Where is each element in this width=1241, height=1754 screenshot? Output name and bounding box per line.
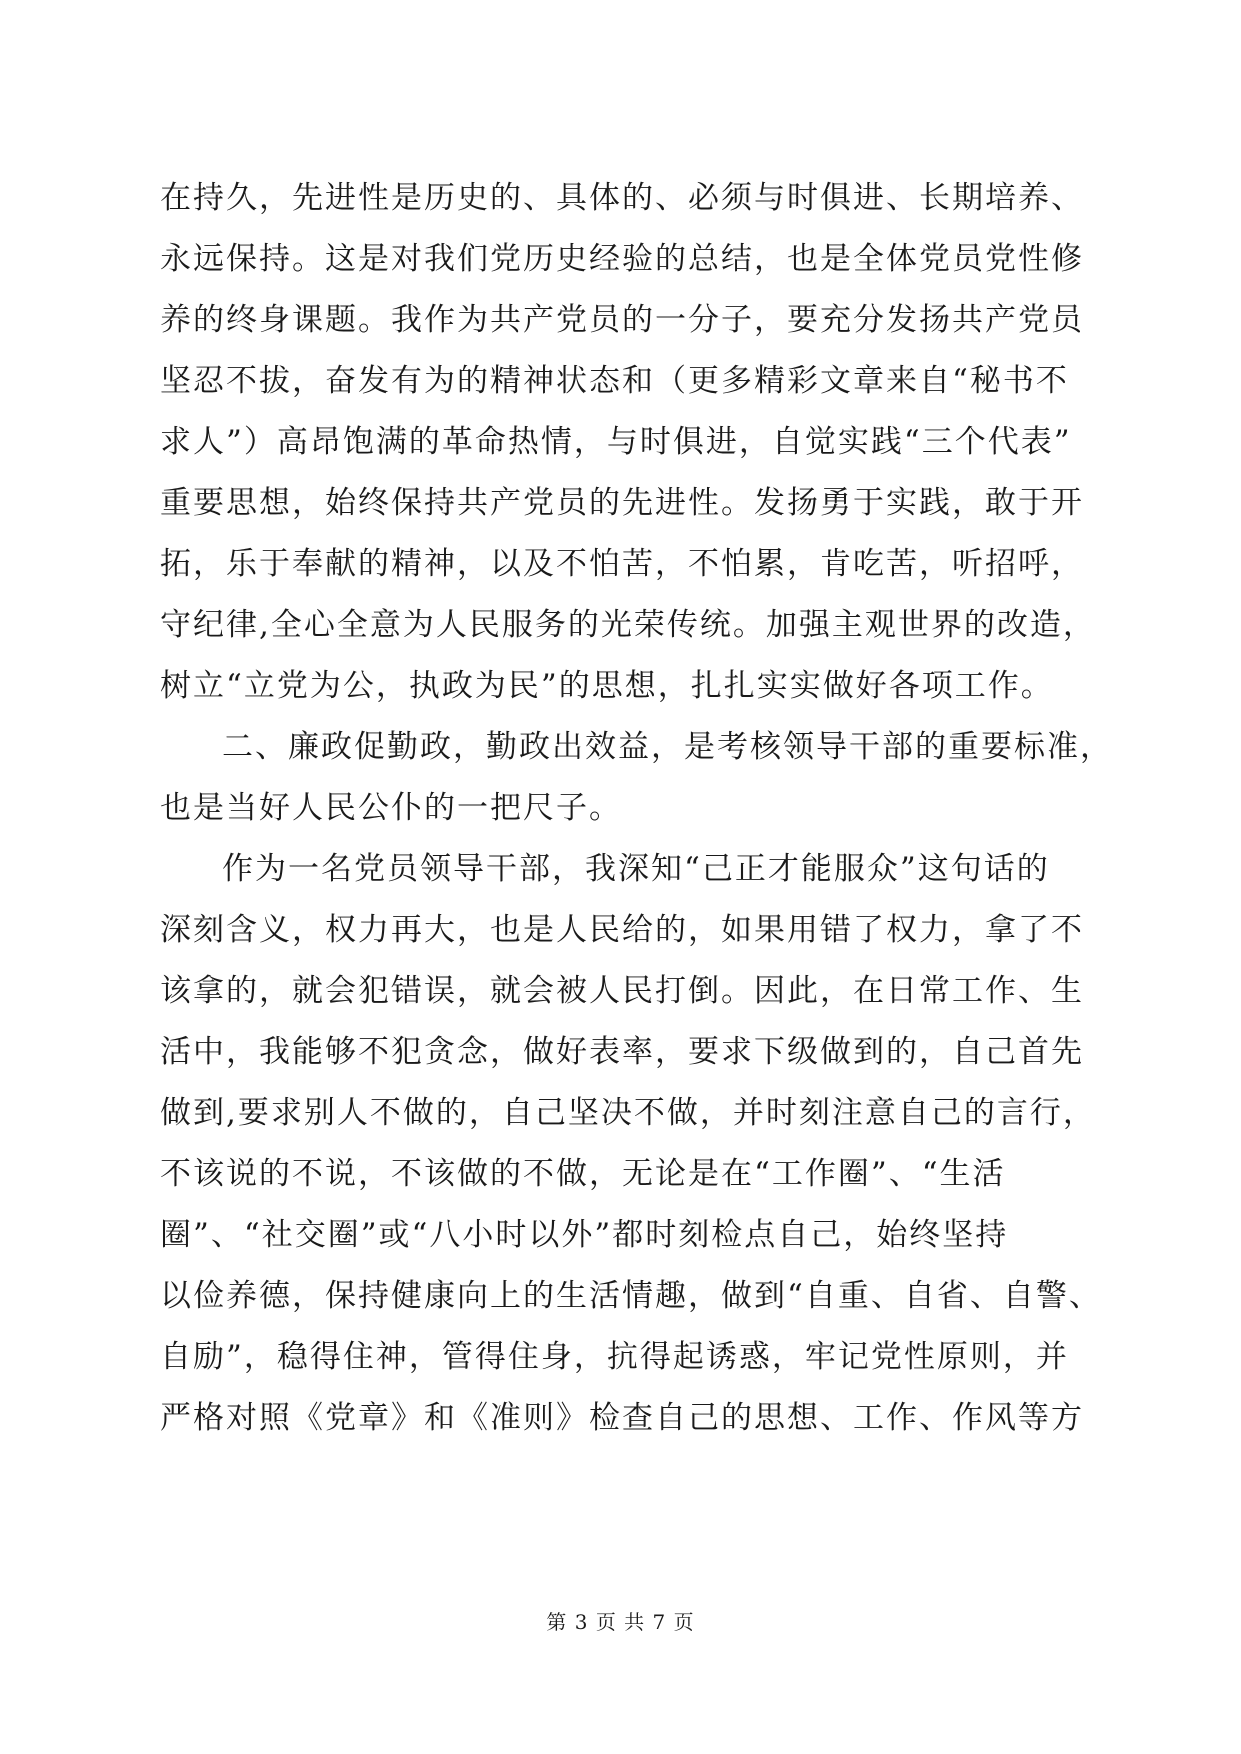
- text-line: 永远保持。这是对我们党历史经验的总结，也是全体党员党性修: [160, 241, 1084, 277]
- text-line: 以俭养德，保持健康向上的生活情趣，做到“自重、自省、自警、: [160, 1278, 1102, 1314]
- text-line: 深刻含义，权力再大，也是人民给的，如果用错了权力，拿了不: [160, 912, 1084, 948]
- text-line: 坚忍不拔，奋发有为的精神状态和（更多精彩文章来自“秘书不: [160, 363, 1069, 399]
- text-line: 在持久，先进性是历史的、具体的、必须与时俱进、长期培养、: [160, 180, 1084, 216]
- text-line: 树立“立党为公，执政为民”的思想，扎扎实实做好各项工作。: [160, 668, 1054, 704]
- text-line: 也是当好人民公仆的一把尺子。: [160, 790, 622, 826]
- text-line: 养的终身课题。我作为共产党员的一分子，要充分发扬共产党员: [160, 302, 1084, 338]
- paragraph-first-line: 作为一名党员领导干部，我深知“己正才能服众”这句话的: [222, 851, 1050, 887]
- text-line: 做到,要求别人不做的，自己坚决不做，并时刻注意自己的言行，: [160, 1095, 1096, 1131]
- paragraph-heading-line: 二、廉政促勤政，勤政出效益，是考核领导干部的重要标准，: [222, 729, 1113, 765]
- text-line: 活中，我能够不犯贪念，做好表率，要求下级做到的，自己首先: [160, 1034, 1084, 1070]
- text-line: 守纪律,全心全意为人民服务的光荣传统。加强主观世界的改造，: [160, 607, 1096, 643]
- text-line: 重要思想，始终保持共产党员的先进性。发扬勇于实践，敢于开: [160, 485, 1084, 521]
- text-line: 不该说的不说，不该做的不做，无论是在“工作圈”、“生活: [160, 1156, 1006, 1192]
- text-line: 严格对照《党章》和《准则》检查自己的思想、工作、作风等方: [160, 1400, 1084, 1436]
- document-body: [160, 168, 1113, 1449]
- text-line: 该拿的，就会犯错误，就会被人民打倒。因此，在日常工作、生: [160, 973, 1084, 1009]
- text-line: 求人”）高昂饱满的革命热情，与时俱进，自觉实践“三个代表”: [160, 424, 1072, 460]
- text-line: 自励”，稳得住神，管得住身，抗得起诱惑，牢记党性原则，并: [160, 1339, 1069, 1375]
- text-line: 圈”、“社交圈”或“八小时以外”都时刻检点自己，始终坚持: [160, 1217, 1009, 1253]
- text-line: 拓，乐于奉献的精神，以及不怕苦，不怕累，肯吃苦，听招呼，: [160, 546, 1084, 582]
- page-number-footer: 第 3 页 共 7 页: [546, 1610, 695, 1634]
